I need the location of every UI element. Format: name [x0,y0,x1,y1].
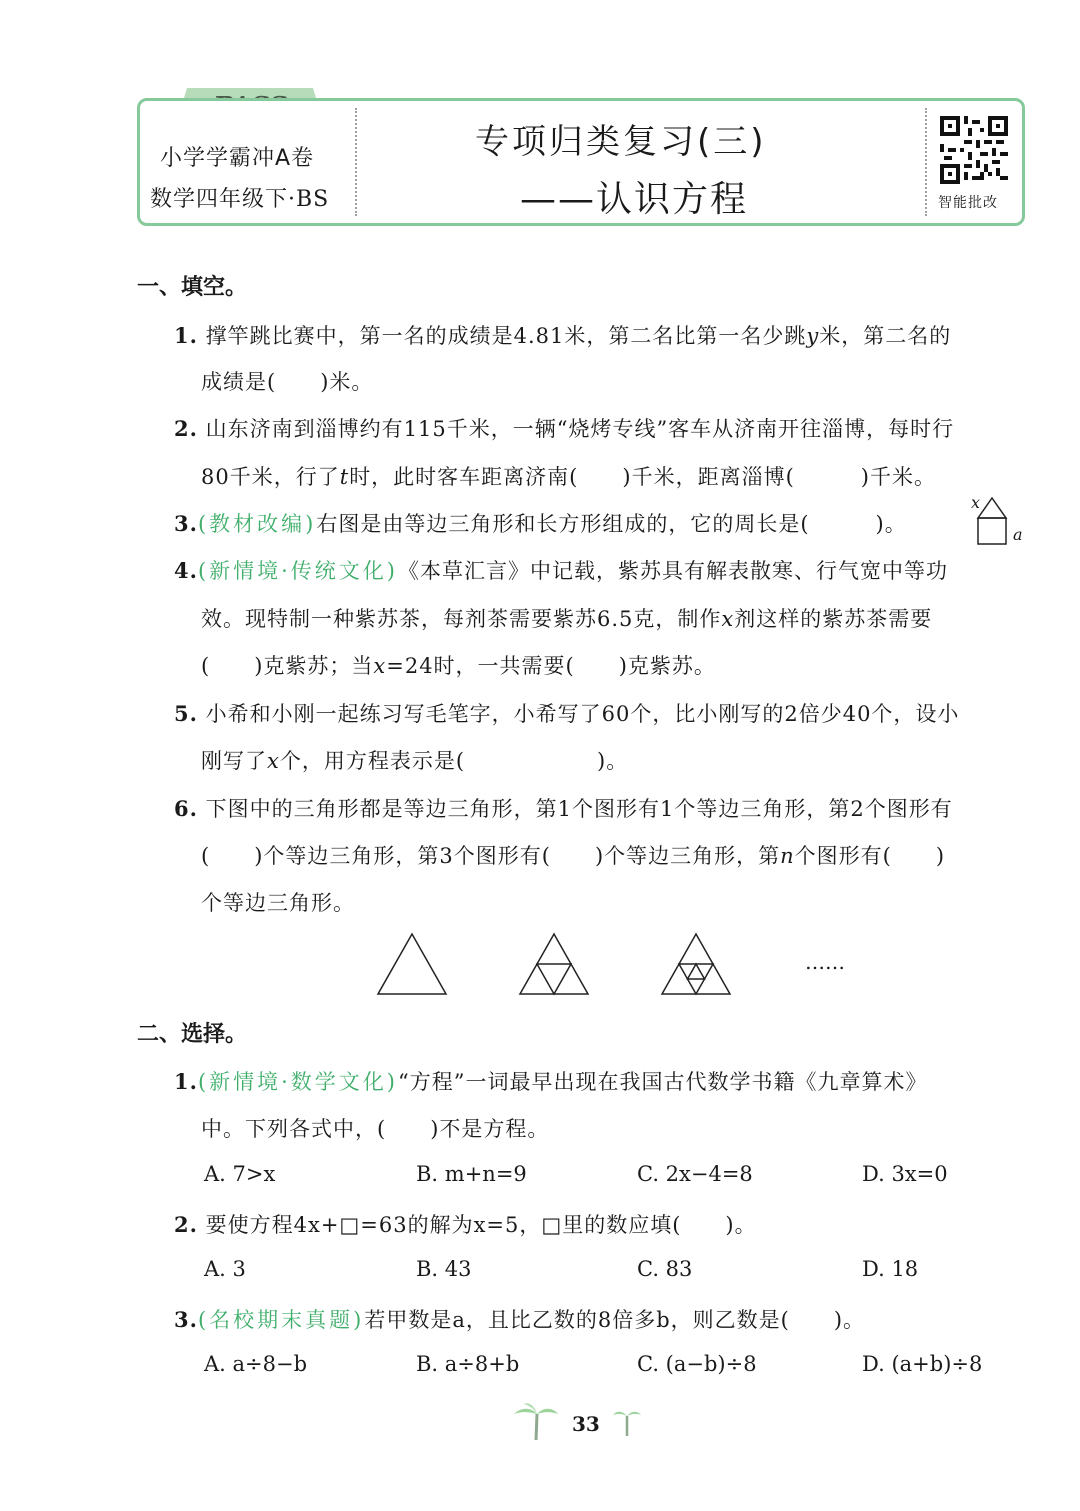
s2q2-option-a: A. 3 [204,1257,246,1281]
qr-code-icon[interactable] [940,116,1008,184]
q1-number: 1. [174,323,198,348]
q2-line2 [201,461,936,491]
q6-line1 [174,793,953,823]
page-title: 专项归类复习(三) [475,122,767,162]
q2-text-b: 时，此时客车距离济南( )千米，距离淄博( )千米。 [349,465,936,489]
book-title-line2: 数学四年级下·BS [150,187,330,212]
q3-line [174,508,907,538]
triangle-figure-2 [518,932,590,996]
q3-text: 右图是由等边三角形和长方形组成的，它的周长是( )。 [316,512,907,536]
s2q1-line2: 中。下列各式中，( )不是方程。 [201,1117,550,1141]
q5-number: 5. [174,701,198,726]
palm-tree-icon [512,1400,560,1442]
q5-line2 [201,745,628,775]
header-divider-left [355,108,357,216]
q6-line2 [201,840,945,870]
q4-line1 [174,555,948,585]
s2q2-number: 2. [174,1212,198,1237]
q6-text-b: 个图形有( ) [794,844,946,868]
page-subtitle: ——认识方程 [520,179,749,220]
q5-line1 [174,698,959,728]
s2q2-line [174,1209,757,1239]
q4-line2 [201,603,932,633]
s2q1-text: “方程”一词最早出现在我国古代数学书籍《九章算术》 [398,1070,928,1094]
q3-tag: (教材改编) [197,512,317,536]
q2-var: t [339,465,350,489]
triangle-figure-3 [660,932,732,996]
qr-caption: 智能批改 [938,195,998,211]
s2q3-option-a: A. a÷8−b [204,1352,308,1376]
figure-ellipsis: …… [805,950,845,974]
small-palm-tree-icon [612,1406,642,1438]
page-number: 33 [572,1412,600,1436]
section1-heading: 一、填空。 [137,275,248,300]
q4-text-a: 效。现特制一种紫苏茶，每剂茶需要紫苏6.5克，制作 [201,607,722,631]
q6-text: 下图中的三角形都是等边三角形，第1个图形有1个等边三角形，第2个图形有 [205,797,953,821]
s2q2-option-b: B. 43 [416,1257,472,1281]
figure-label-a: a [1013,525,1023,544]
header-divider-right [925,108,927,216]
q2-text: 山东济南到淄博约有115千米，一辆“烧烤专线”客车从济南开往淄博，每时行 [205,417,955,441]
q1-line2: 成绩是( )米。 [201,370,374,394]
q5-var: x [267,749,280,773]
q6-text-a: ( )个等边三角形，第3个图形有( )个等边三角形，第 [201,844,781,868]
q1-text-b: 米，第二名的 [819,324,952,348]
section2-heading: 二、选择。 [137,1022,248,1047]
s2q2-option-d: D. 18 [862,1257,919,1281]
q5-text-a: 刚写了 [201,749,267,773]
q4-tag: (新情境·传统文化) [197,559,398,583]
q4-var2: x [373,654,387,678]
q6-line3: 个等边三角形。 [201,891,355,915]
s2q3-number: 3. [174,1307,198,1332]
q5-text: 小希和小刚一起练习写毛笔字，小希写了60个，比小刚写的2倍少40个，设小 [205,702,960,726]
s2q3-tag: (名校期末真题) [197,1308,365,1332]
q2-line1 [174,413,954,443]
q3-number: 3. [174,511,198,536]
s2q3-option-d: D. (a+b)÷8 [862,1352,983,1376]
q4-text-b: 剂这样的紫苏茶需要 [734,607,933,631]
triangle-figure-1 [376,932,448,996]
q1-var: y [806,324,820,348]
figure-label-x: x [971,493,981,512]
s2q2-text: 要使方程4x+□=63的解为x=5，□里的数应填( )。 [205,1213,757,1237]
s2q1-option-c: C. 2x−4=8 [637,1162,753,1186]
s2q3-text: 若甲数是a，且比乙数的8倍多b，则乙数是( )。 [364,1308,866,1332]
q6-var: n [780,844,795,868]
q5-text-b: 个，用方程表示是( )。 [279,749,629,773]
s2q3-line [174,1304,865,1334]
q2-number: 2. [174,416,198,441]
q1-line1 [174,320,951,350]
book-title-line1: 小学学霸冲A卷 [160,146,315,171]
q6-number: 6. [174,796,198,821]
s2q1-line1 [174,1066,927,1096]
s2q1-option-d: D. 3x=0 [862,1162,948,1186]
s2q2-option-c: C. 83 [637,1257,693,1281]
s2q3-option-c: C. (a−b)÷8 [637,1352,757,1376]
q4-text: 《本草汇言》中记载，紫苏具有解表散寒、行气宽中等功 [398,559,948,583]
q4-number: 4. [174,558,198,583]
q1-text: 撑竿跳比赛中，第一名的成绩是4.81米，第二名比第一名少跳 [205,324,807,348]
s2q1-option-b: B. m+n=9 [416,1162,527,1186]
q4-var: x [721,607,735,631]
q4-text-d: =24时，一共需要( )克紫苏。 [386,654,716,678]
q4-text-c: ( )克紫苏；当 [201,654,374,678]
s2q1-option-a: A. 7>x [204,1162,276,1186]
q2-text-a: 80千米，行了 [201,465,340,489]
s2q1-tag: (新情境·数学文化) [197,1070,398,1094]
q4-line3 [201,650,716,680]
s2q3-option-b: B. a÷8+b [416,1352,520,1376]
s2q1-number: 1. [174,1069,198,1094]
